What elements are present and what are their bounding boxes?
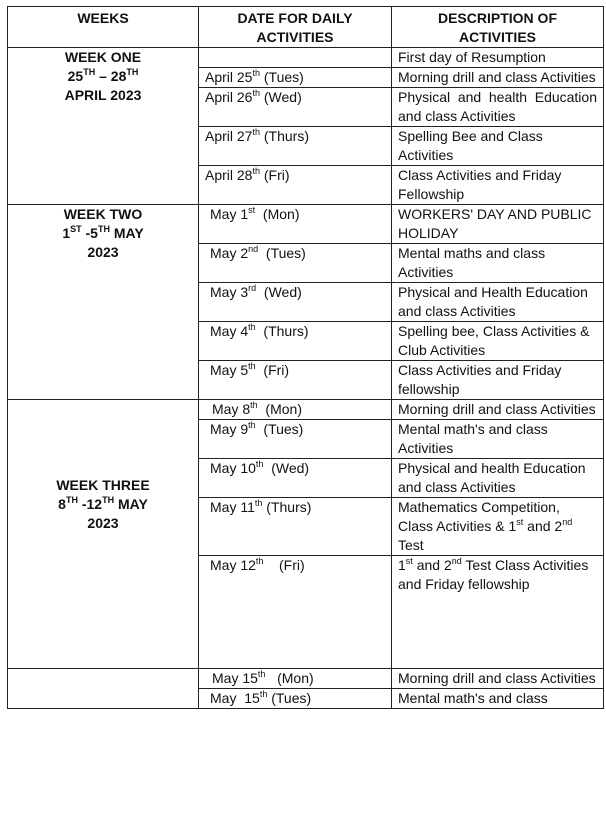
date-cell: May 10th (Wed) — [199, 459, 392, 498]
week-two-cell — [8, 205, 199, 400]
date-cell: April 25th (Tues) — [199, 68, 392, 88]
description-cell: Morning drill and class Activities — [392, 669, 604, 689]
header-weeks: WEEKS — [8, 7, 199, 48]
week-four-cell — [8, 669, 199, 709]
description-cell: WORKERS' DAY AND PUBLIC HOLIDAY — [392, 205, 604, 244]
week-year: 2023 — [87, 244, 119, 260]
description-cell: Mental maths and class Activities — [392, 244, 604, 283]
week-one-cell — [8, 48, 199, 205]
date-cell: May 5th (Fri) — [199, 361, 392, 400]
table-row — [8, 48, 604, 68]
date-cell: April 28th (Fri) — [199, 166, 392, 205]
description-cell: Mental math's and class Activities — [392, 420, 604, 459]
description-cell: Class Activities and Friday Fellowship — [392, 166, 604, 205]
date-cell: May 11th (Thurs) — [199, 498, 392, 556]
date-cell: May 4th (Thurs) — [199, 322, 392, 361]
description-cell: First day of Resumption — [392, 48, 604, 68]
week-title: WEEK TWO — [63, 206, 143, 222]
description-cell: Class Activities and Friday fellowship — [392, 361, 604, 400]
table-row — [8, 205, 604, 244]
date-cell — [199, 48, 392, 68]
date-cell: April 26th (Wed) — [199, 88, 392, 127]
header-row — [8, 7, 604, 48]
date-cell: May 1st (Mon) — [199, 205, 392, 244]
table-row — [8, 669, 604, 689]
description-cell: Spelling Bee and Class Activities — [392, 127, 604, 166]
description-cell: Morning drill and class Activities — [392, 400, 604, 420]
date-cell: May 12th (Fri) — [199, 556, 392, 669]
description-cell: Physical and health Education and class Activities — [392, 459, 604, 498]
week-year: 2023 — [87, 515, 119, 531]
header-description: DESCRIPTION OF ACTIVITIES — [392, 7, 604, 48]
description-cell: Spelling bee, Class Activities & Club Activities — [392, 322, 604, 361]
description-cell: Mental math's and class — [392, 689, 604, 709]
week-range: 8TH -12TH MAY — [58, 495, 148, 512]
description-cell: 1st and 2nd Test Class Activities and Friday fellowship — [392, 556, 604, 669]
week-title: WEEK ONE — [64, 49, 142, 65]
description-cell: Physical and health Education and class Activities — [392, 88, 604, 127]
week-year: APRIL 2023 — [64, 87, 142, 103]
description-cell: Morning drill and class Activities — [392, 68, 604, 88]
week-title: WEEK THREE — [56, 477, 150, 493]
schedule-table — [7, 6, 604, 709]
date-cell: May 3rd (Wed) — [199, 283, 392, 322]
date-cell: May 9th (Tues) — [199, 420, 392, 459]
date-cell: April 27th (Thurs) — [199, 127, 392, 166]
date-cell: May 15th (Tues) — [199, 689, 392, 709]
week-range: 1ST -5TH MAY — [62, 224, 144, 241]
description-cell: Mathematics Competition, Class Activities & 1st and 2nd Test — [392, 498, 604, 556]
date-cell: May 2nd (Tues) — [199, 244, 392, 283]
week-three-cell — [8, 400, 199, 669]
date-cell: May 15th (Mon) — [199, 669, 392, 689]
header-date: DATE FOR DAILY ACTIVITIES — [199, 7, 392, 48]
date-cell: May 8th (Mon) — [199, 400, 392, 420]
week-range: 25TH – 28TH — [67, 67, 139, 84]
table-row — [8, 400, 604, 420]
description-cell: Physical and Health Education and class Activities — [392, 283, 604, 322]
